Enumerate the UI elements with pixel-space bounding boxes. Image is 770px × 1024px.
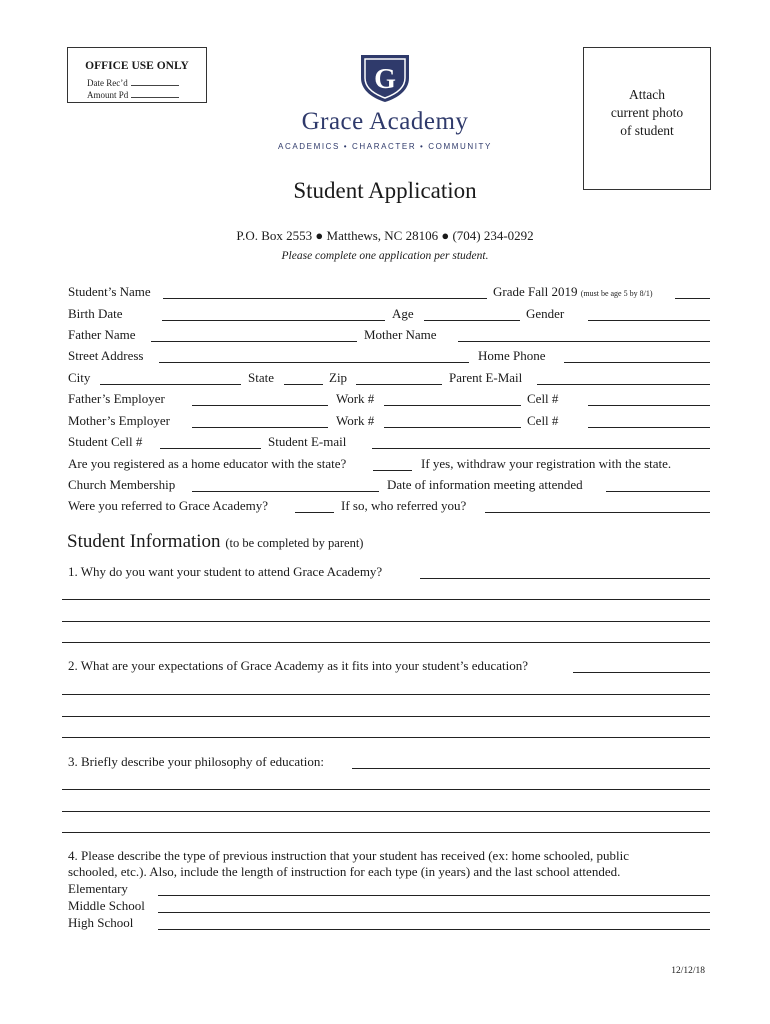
section-heading <box>67 531 363 553</box>
elementary-label: Elementary <box>68 881 128 896</box>
mothers-employer-field[interactable] <box>192 427 328 428</box>
parent-email-field[interactable] <box>537 384 710 385</box>
high-school-label: High School <box>68 915 134 930</box>
question-2: 2. What are your expectations of Grace Academy as it fits into your student’s education? <box>68 658 529 673</box>
question-1-answer-line[interactable] <box>62 621 710 622</box>
section-title: Student Information <box>67 531 221 552</box>
question-3-answer-line[interactable] <box>62 789 710 790</box>
grade-field[interactable] <box>675 298 710 299</box>
student-email-label: Student E-mail <box>268 434 347 449</box>
mothers-employer-label: Mother’s Employer <box>68 413 170 428</box>
mother-cell-field[interactable] <box>588 427 710 428</box>
parent-email-label: Parent E-Mail <box>449 370 523 385</box>
date-received-row <box>87 76 179 88</box>
question-2-answer-line[interactable] <box>62 694 710 695</box>
referred-field[interactable] <box>295 512 334 513</box>
question-1-answer-start[interactable] <box>420 578 710 579</box>
mother-work-label: Work # <box>336 413 375 428</box>
age-field[interactable] <box>424 320 520 321</box>
who-referred-label: If so, who referred you? <box>341 498 467 513</box>
question-2-answer-line[interactable] <box>62 716 710 717</box>
office-use-title: OFFICE USE ONLY <box>85 60 189 72</box>
address-line: P.O. Box 2553 ● Matthews, NC 28106 ● (704) 234-0292 <box>236 228 534 243</box>
birth-date-label: Birth Date <box>68 306 123 321</box>
students-name-field[interactable] <box>163 298 487 299</box>
zip-field[interactable] <box>356 384 442 385</box>
mother-name-label: Mother Name <box>364 327 437 342</box>
question-3-answer-line[interactable] <box>62 832 710 833</box>
student-cell-field[interactable] <box>160 448 261 449</box>
logo-tagline: ACADEMICS • CHARACTER • COMMUNITY <box>278 142 492 151</box>
who-referred-field[interactable] <box>485 512 710 513</box>
home-phone-field[interactable] <box>564 362 710 363</box>
state-field[interactable] <box>284 384 323 385</box>
city-label: City <box>68 370 91 385</box>
street-address-label: Street Address <box>68 348 144 363</box>
question-4-line-2: schooled, etc.). Also, include the length of instruction for each type (in years) and the last school attended. <box>68 864 621 879</box>
home-educator-label: Are you registered as a home educator with the state? <box>68 456 347 471</box>
middle-school-field[interactable] <box>158 912 710 913</box>
info-meeting-label: Date of information meeting attended <box>387 477 583 492</box>
middle-school-label: Middle School <box>68 898 145 913</box>
church-membership-field[interactable] <box>192 491 379 492</box>
grade-note: (must be age 5 by 8/1) <box>580 289 653 298</box>
info-meeting-field[interactable] <box>606 491 710 492</box>
photo-line-3: of student <box>620 123 674 138</box>
amount-paid-blank <box>131 88 179 98</box>
question-3: 3. Briefly describe your philosophy of education: <box>68 754 324 769</box>
state-label: State <box>248 370 274 385</box>
birth-date-field[interactable] <box>162 320 385 321</box>
age-label: Age <box>392 306 414 321</box>
father-name-field[interactable] <box>151 341 357 342</box>
fathers-employer-field[interactable] <box>192 405 328 406</box>
question-2-answer-start[interactable] <box>573 672 710 673</box>
referred-label: Were you referred to Grace Academy? <box>68 498 268 513</box>
logo-letter: G <box>374 64 396 95</box>
question-3-answer-line[interactable] <box>62 811 710 812</box>
elementary-field[interactable] <box>158 895 710 896</box>
question-1: 1. Why do you want your student to attend Grace Academy? <box>68 564 383 579</box>
question-3-answer-start[interactable] <box>352 768 710 769</box>
mother-cell-label: Cell # <box>527 413 559 428</box>
zip-label: Zip <box>329 370 348 385</box>
photo-line-2: current photo <box>610 105 684 120</box>
street-address-field[interactable] <box>159 362 469 363</box>
page-title: Student Application <box>293 178 477 203</box>
city-field[interactable] <box>100 384 241 385</box>
date-received-label: Date Rec’d <box>87 78 128 88</box>
office-use-box <box>67 47 207 103</box>
father-cell-label: Cell # <box>527 391 559 406</box>
home-phone-label: Home Phone <box>478 348 546 363</box>
question-1-answer-line[interactable] <box>62 599 710 600</box>
question-4-line-1: 4. Please describe the type of previous instruction that your student has received (ex: home schooled, public <box>68 848 630 863</box>
father-work-field[interactable] <box>384 405 521 406</box>
photo-box <box>583 47 711 190</box>
father-work-label: Work # <box>336 391 375 406</box>
logo-name: Grace Academy <box>301 108 469 135</box>
student-email-field[interactable] <box>372 448 710 449</box>
father-cell-field[interactable] <box>588 405 710 406</box>
amount-paid-label: Amount Pd <box>87 90 129 100</box>
section-subtitle: (to be completed by parent) <box>225 536 364 550</box>
question-2-answer-line[interactable] <box>62 737 710 738</box>
students-name-label: Student’s Name <box>68 284 151 299</box>
gender-label: Gender <box>526 306 565 321</box>
amount-paid-row <box>87 88 179 100</box>
gender-field[interactable] <box>588 320 710 321</box>
church-membership-label: Church Membership <box>68 477 176 492</box>
fathers-employer-label: Father’s Employer <box>68 391 165 406</box>
grade-row <box>493 284 653 302</box>
photo-line-1: Attach <box>629 87 665 102</box>
withdraw-note: If yes, withdraw your registration with the state. <box>421 456 672 471</box>
revision-date: 12/12/18 <box>671 966 705 976</box>
home-educator-field[interactable] <box>373 470 412 471</box>
date-received-blank <box>131 76 179 86</box>
shield-g-icon <box>358 52 412 104</box>
question-1-answer-line[interactable] <box>62 642 710 643</box>
mother-name-field[interactable] <box>458 341 710 342</box>
mother-work-field[interactable] <box>384 427 521 428</box>
high-school-field[interactable] <box>158 929 710 930</box>
father-name-label: Father Name <box>68 327 136 342</box>
grade-label: Grade Fall 2019 <box>493 284 578 299</box>
instruction-note: Please complete one application per student. <box>281 250 489 262</box>
student-cell-label: Student Cell # <box>68 434 143 449</box>
